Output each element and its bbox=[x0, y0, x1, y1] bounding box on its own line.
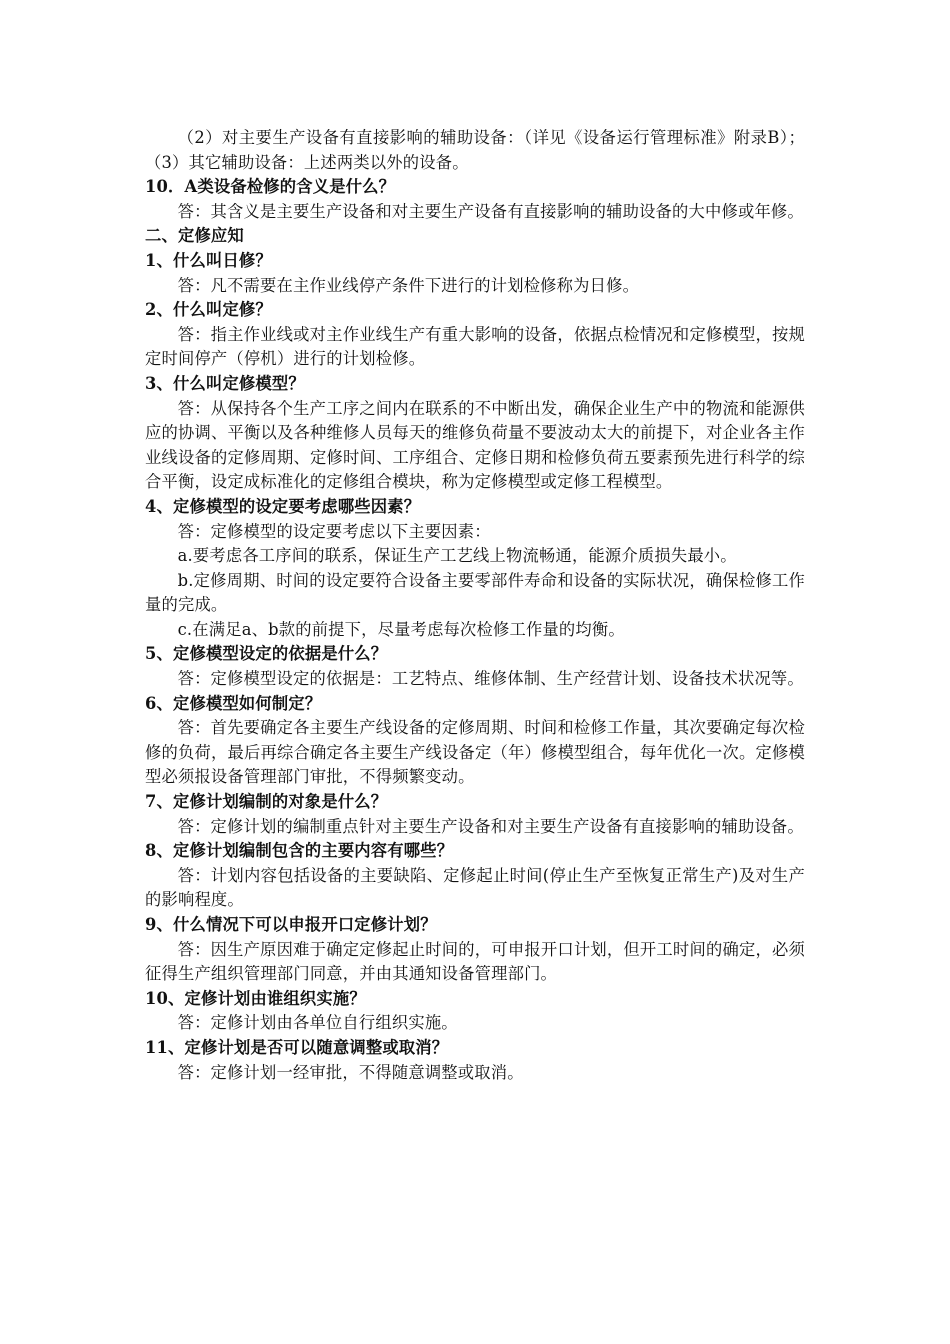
answer-q9: 答：因生产原因难于确定定修起止时间的，可申报开口计划，但开工时间的确定，必须征得生产组织管理部门同意，并由其通知设备管理部门。 bbox=[145, 939, 805, 984]
heading-q7: 7、定修计划编制的对象是什么？ bbox=[145, 792, 388, 812]
answer-q6: 答：首先要确定各主要生产线设备的定修周期、时间和检修工作量，其次要确定每次检修的负荷，最后再综合确定各主要生产线设备定（年）修模型组合，每年优化一次。定修模型必须报设备管理部门审批，不得频繁变动。 bbox=[145, 718, 805, 787]
answer-q4-intro: 答：定修模型的设定要考虑以下主要因素： bbox=[177, 521, 491, 541]
heading-q9: 9、什么情况下可以申报开口定修计划？ bbox=[145, 915, 437, 934]
section-heading-fixed-repair: 二、定修应知 bbox=[145, 226, 244, 246]
heading-q5: 5、定修模型设定的依据是什么？ bbox=[145, 644, 388, 664]
heading-q11: 11、定修计划是否可以随意调整或取消？ bbox=[145, 1037, 449, 1057]
heading-q1: 1、什么叫日修？ bbox=[145, 250, 272, 270]
heading-q6: 6、定修模型如何制定？ bbox=[145, 693, 322, 713]
heading-q8: 8、定修计划编制包含的主要内容有哪些？ bbox=[145, 841, 454, 861]
answer-q7: 答：定修计划的编制重点针对主要生产设备和对主要生产设备有直接影响的辅助设备。 bbox=[177, 816, 804, 836]
answer-q4-item-c: c.在满足a、b款的前提下，尽量考虑每次检修工作量的均衡。 bbox=[177, 619, 625, 639]
answer-q4-item-a: a.要考虑各工序间的联系，保证生产工艺线上物流畅通，能源介质损失最小。 bbox=[177, 546, 737, 566]
heading-q10-a-class: 10．A类设备检修的含义是什么？ bbox=[145, 177, 396, 197]
answer-q11: 答：定修计划一经审批，不得随意调整或取消。 bbox=[177, 1062, 524, 1082]
paragraph-aux-equipment: （2）对主要生产设备有直接影响的辅助设备：（详见《设备运行管理标准》附录B）；（3）其它辅助设备：上述两类以外的设备。 bbox=[145, 128, 805, 172]
heading-q2: 2、什么叫定修？ bbox=[145, 300, 272, 320]
heading-q3: 3、什么叫定修模型？ bbox=[145, 373, 305, 393]
answer-q10-a-class: 答：其含义是主要生产设备和对主要生产设备有直接影响的辅助设备的大中修或年修。 bbox=[177, 201, 804, 221]
document-body bbox=[145, 126, 805, 1085]
answer-q10: 答：定修计划由各单位自行组织实施。 bbox=[177, 1013, 458, 1033]
answer-q4-item-b: b.定修周期、时间的设定要符合设备主要零部件寿命和设备的实际状况，确保检修工作量的完成。 bbox=[145, 570, 805, 615]
heading-q4: 4、定修模型的设定要考虑哪些因素？ bbox=[145, 496, 421, 516]
answer-q5: 答：定修模型设定的依据是：工艺特点、维修体制、生产经营计划、设备技术状况等。 bbox=[177, 669, 804, 689]
answer-q3: 答：从保持各个生产工序之间内在联系的不中断出发，确保企业生产中的物流和能源供应的协调、平衡以及各种维修人员每天的维修负荷量不要波动太大的前提下，对企业各主作业线设备的定修周期、定修时间、工序组合、定修日期和检修负荷五要素预先进行科学的综合平衡，设定成标准化的定修组合模块，称为定修模型或定修工程模型。 bbox=[145, 398, 805, 492]
answer-q1: 答：凡不需要在主作业线停产条件下进行的计划检修称为日修。 bbox=[177, 275, 640, 295]
answer-q8: 答：计划内容包括设备的主要缺陷、定修起止时间(停止生产至恢复正常生产)及对生产的影响程度。 bbox=[145, 865, 805, 910]
answer-q2: 答：指主作业线或对主作业线生产有重大影响的设备，依据点检情况和定修模型，按规定时间停产（停机）进行的计划检修。 bbox=[145, 324, 805, 369]
heading-q10: 10、定修计划由谁组织实施？ bbox=[145, 988, 366, 1008]
